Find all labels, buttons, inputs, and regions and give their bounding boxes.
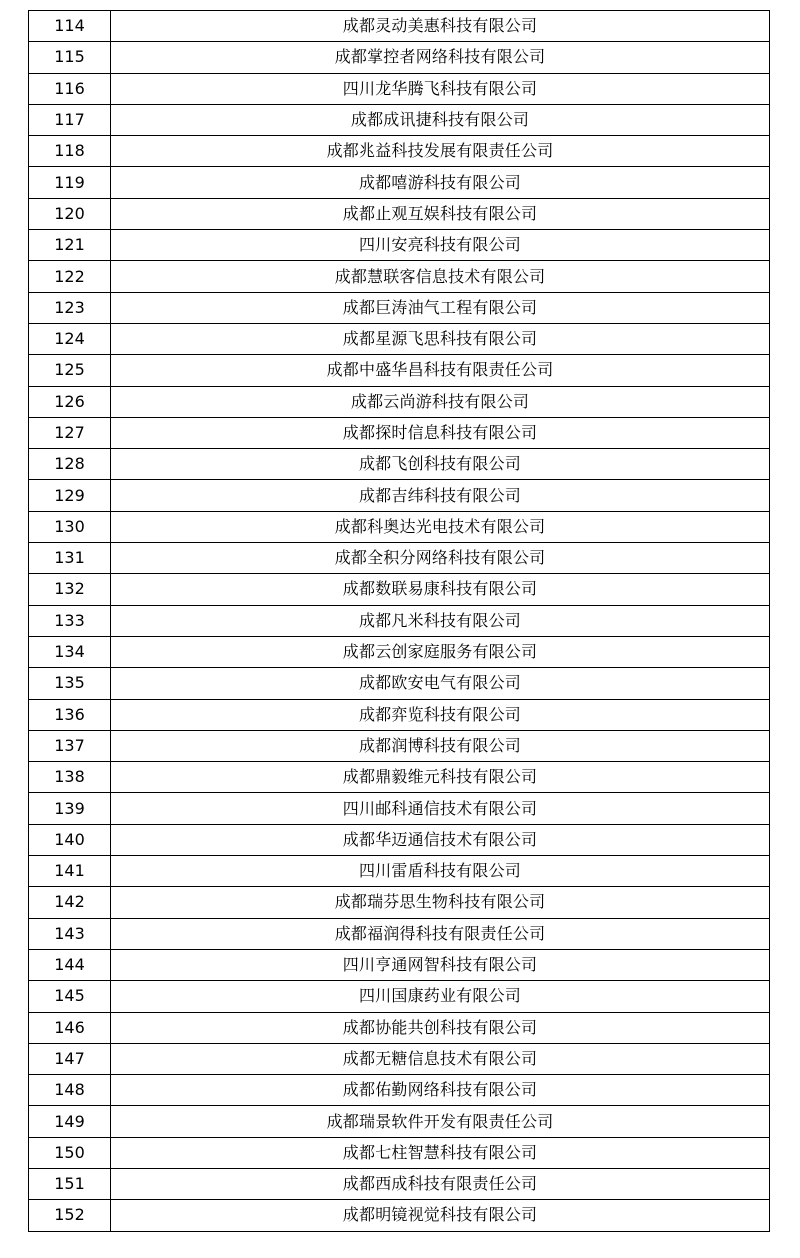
row-number-cell: 129 [29,480,111,511]
table-row [29,887,770,918]
table-row [29,605,770,636]
row-number-cell: 142 [29,887,111,918]
row-number-cell: 133 [29,605,111,636]
company-name-cell: 成都佑勤网络科技有限公司 [111,1075,770,1106]
table-row [29,1168,770,1199]
table-row [29,730,770,761]
company-name-cell: 四川龙华腾飞科技有限公司 [111,73,770,104]
table-row [29,762,770,793]
company-name-cell: 四川安亮科技有限公司 [111,230,770,261]
row-number-cell: 120 [29,198,111,229]
table-row [29,574,770,605]
company-name-cell: 成都华迈通信技术有限公司 [111,824,770,855]
row-number-cell: 124 [29,323,111,354]
row-number-cell: 130 [29,511,111,542]
row-number-cell: 141 [29,856,111,887]
row-number-cell: 145 [29,981,111,1012]
row-number-cell: 148 [29,1075,111,1106]
company-name-cell: 成都探时信息科技有限公司 [111,417,770,448]
company-list-table [28,10,770,1232]
row-number-cell: 149 [29,1106,111,1137]
company-name-cell: 四川邮科通信技术有限公司 [111,793,770,824]
table-row [29,856,770,887]
table-row [29,824,770,855]
company-name-cell: 成都弈览科技有限公司 [111,699,770,730]
table-row [29,1043,770,1074]
row-number-cell: 119 [29,167,111,198]
company-name-cell: 成都七柱智慧科技有限公司 [111,1137,770,1168]
company-name-cell: 成都巨涛油气工程有限公司 [111,292,770,323]
table-row [29,699,770,730]
company-name-cell: 成都西成科技有限责任公司 [111,1168,770,1199]
row-number-cell: 135 [29,668,111,699]
company-name-cell: 四川雷盾科技有限公司 [111,856,770,887]
table-row [29,136,770,167]
company-name-cell: 成都嘻游科技有限公司 [111,167,770,198]
company-name-cell: 成都云创家庭服务有限公司 [111,636,770,667]
row-number-cell: 118 [29,136,111,167]
row-number-cell: 121 [29,230,111,261]
company-name-cell: 成都中盛华昌科技有限责任公司 [111,355,770,386]
company-name-cell: 成都星源飞思科技有限公司 [111,323,770,354]
table-row [29,543,770,574]
table-row [29,918,770,949]
row-number-cell: 122 [29,261,111,292]
row-number-cell: 136 [29,699,111,730]
table-row [29,167,770,198]
row-number-cell: 143 [29,918,111,949]
company-name-cell: 成都飞创科技有限公司 [111,449,770,480]
table-row [29,949,770,980]
company-name-cell: 四川亨通网智科技有限公司 [111,949,770,980]
row-number-cell: 132 [29,574,111,605]
company-name-cell: 成都灵动美惠科技有限公司 [111,11,770,42]
row-number-cell: 123 [29,292,111,323]
row-number-cell: 146 [29,1012,111,1043]
company-name-cell: 成都成讯捷科技有限公司 [111,104,770,135]
row-number-cell: 147 [29,1043,111,1074]
row-number-cell: 117 [29,104,111,135]
row-number-cell: 127 [29,417,111,448]
table-row [29,73,770,104]
row-number-cell: 150 [29,1137,111,1168]
table-row [29,1137,770,1168]
table-row [29,198,770,229]
table-row [29,355,770,386]
table-row [29,1075,770,1106]
company-name-cell: 成都云尚游科技有限公司 [111,386,770,417]
company-name-cell: 成都慧联客信息技术有限公司 [111,261,770,292]
table-row [29,1106,770,1137]
company-name-cell: 成都鼎毅维元科技有限公司 [111,762,770,793]
company-name-cell: 成都掌控者网络科技有限公司 [111,42,770,73]
company-name-cell: 成都吉纬科技有限公司 [111,480,770,511]
row-number-cell: 152 [29,1200,111,1231]
company-name-cell: 成都数联易康科技有限公司 [111,574,770,605]
row-number-cell: 137 [29,730,111,761]
table-row [29,668,770,699]
company-name-cell: 成都凡米科技有限公司 [111,605,770,636]
table-row [29,1200,770,1231]
company-name-cell: 成都瑞芬思生物科技有限公司 [111,887,770,918]
table-row [29,636,770,667]
table-row [29,42,770,73]
row-number-cell: 131 [29,543,111,574]
table-row [29,104,770,135]
row-number-cell: 139 [29,793,111,824]
company-name-cell: 四川国康药业有限公司 [111,981,770,1012]
row-number-cell: 138 [29,762,111,793]
row-number-cell: 140 [29,824,111,855]
table-row [29,981,770,1012]
table-row [29,230,770,261]
row-number-cell: 126 [29,386,111,417]
table-row [29,511,770,542]
table-row [29,1012,770,1043]
company-name-cell: 成都全积分网络科技有限公司 [111,543,770,574]
company-name-cell: 成都欧安电气有限公司 [111,668,770,699]
table-row [29,480,770,511]
table-row [29,292,770,323]
table-row [29,793,770,824]
row-number-cell: 128 [29,449,111,480]
company-name-cell: 成都福润得科技有限责任公司 [111,918,770,949]
company-name-cell: 成都协能共创科技有限公司 [111,1012,770,1043]
company-name-cell: 成都明镜视觉科技有限公司 [111,1200,770,1231]
table-row [29,386,770,417]
table-row [29,417,770,448]
table-body [29,11,770,1232]
company-name-cell: 成都瑞景软件开发有限责任公司 [111,1106,770,1137]
row-number-cell: 151 [29,1168,111,1199]
company-name-cell: 成都科奥达光电技术有限公司 [111,511,770,542]
table-row [29,449,770,480]
row-number-cell: 144 [29,949,111,980]
company-name-cell: 成都兆益科技发展有限责任公司 [111,136,770,167]
row-number-cell: 114 [29,11,111,42]
company-name-cell: 成都无糖信息技术有限公司 [111,1043,770,1074]
row-number-cell: 125 [29,355,111,386]
row-number-cell: 115 [29,42,111,73]
table-row [29,261,770,292]
table-row [29,11,770,42]
row-number-cell: 116 [29,73,111,104]
company-name-cell: 成都润博科技有限公司 [111,730,770,761]
row-number-cell: 134 [29,636,111,667]
company-name-cell: 成都止观互娱科技有限公司 [111,198,770,229]
table-row [29,323,770,354]
